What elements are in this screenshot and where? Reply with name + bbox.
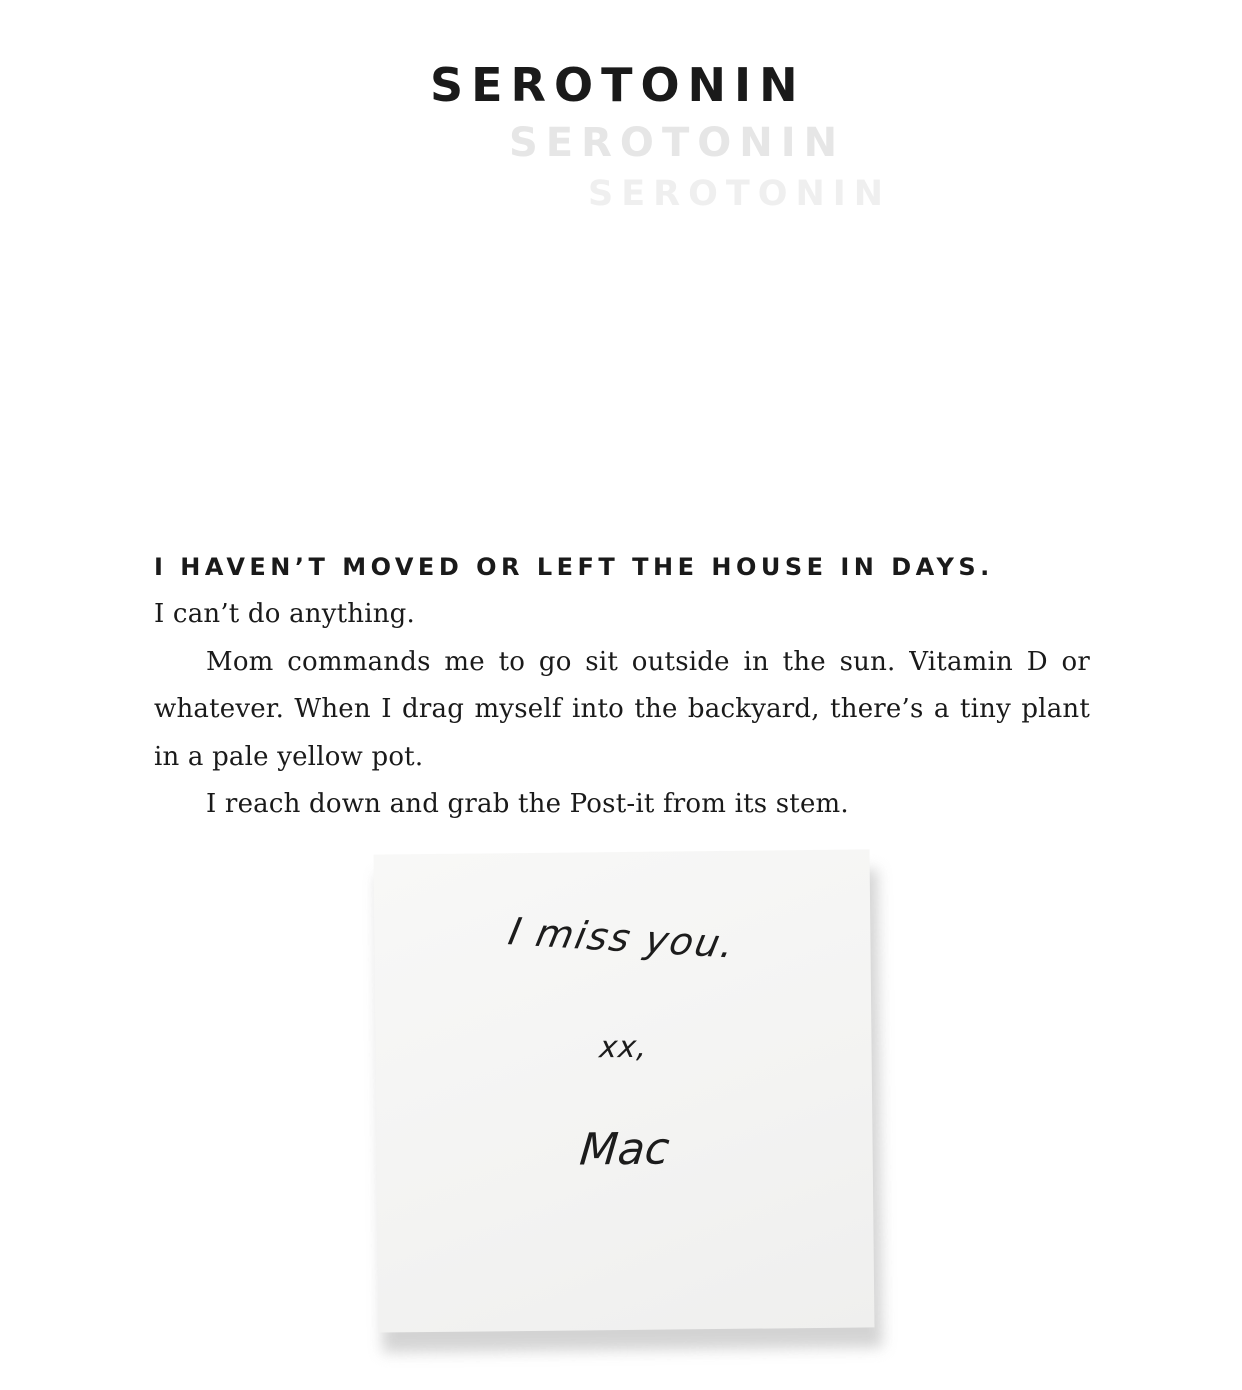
post-it-paper bbox=[374, 849, 875, 1332]
note-signature: Mac bbox=[577, 1123, 672, 1176]
chapter-title: SEROTONIN bbox=[430, 58, 806, 112]
first-line: I can’t do anything. bbox=[154, 599, 415, 629]
chapter-title-echo: SEROTONIN bbox=[509, 120, 846, 166]
chapter-title-echo-faint: SEROTONIN bbox=[588, 174, 892, 214]
post-it-note bbox=[376, 852, 876, 1334]
paragraph: Mom commands me to go sit outside in the sun. Vitamin D or whatever. When I drag myself into the backyard, there’s a tiny plant in a pale yellow pot. bbox=[154, 646, 1090, 772]
lead-in-line: I HAVEN’T MOVED OR LEFT THE HOUSE IN DAYS. bbox=[154, 553, 994, 581]
note-message: I miss you. bbox=[504, 909, 740, 967]
note-sign-off: xx, bbox=[597, 1029, 650, 1066]
paragraph: I reach down and grab the Post-it from its stem. bbox=[206, 789, 849, 819]
chapter-body bbox=[154, 544, 1090, 829]
